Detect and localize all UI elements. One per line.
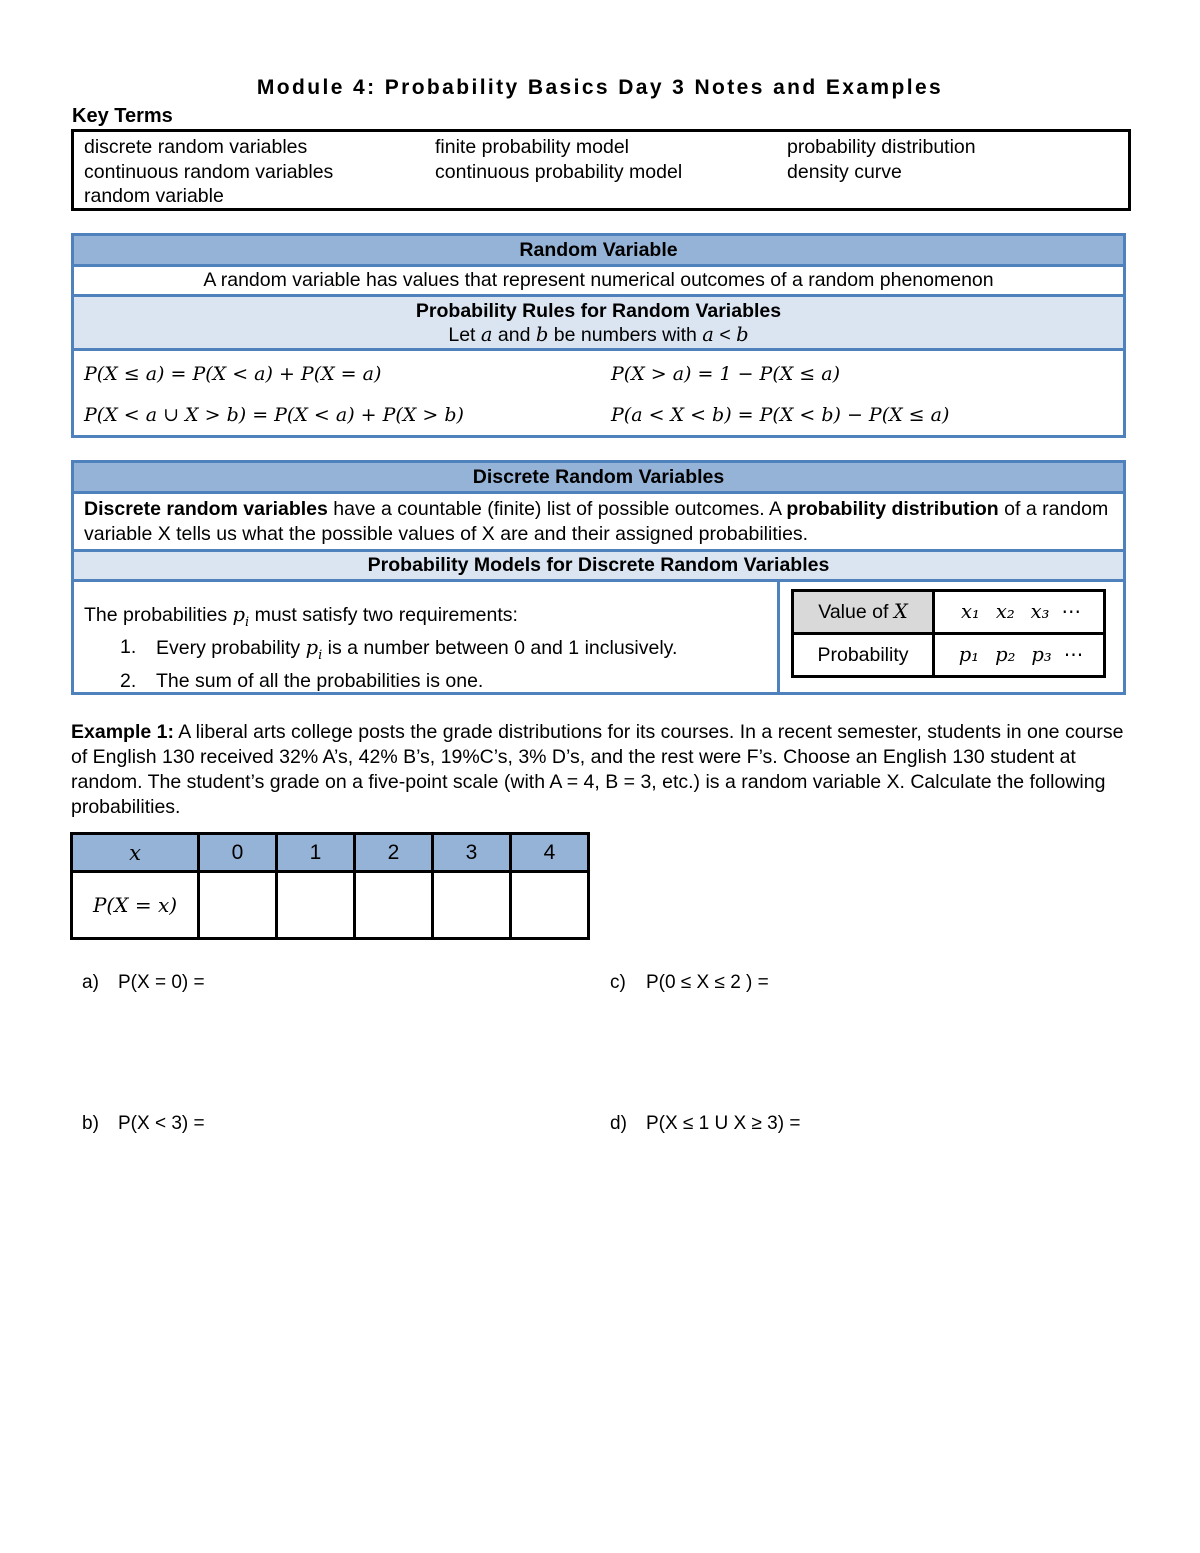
question-b — [82, 1113, 205, 1135]
question-text: P(0 ≤ X ≤ 2 ) = — [646, 972, 769, 993]
formula: P(X ≤ a) = P(X < a) + P(X = a) — [84, 363, 382, 385]
x-value: x₃ — [1030, 600, 1050, 623]
formula: P(a < X < b) = P(X < b) − P(X ≤ a) — [611, 404, 950, 426]
x-value-header: 0 — [199, 834, 277, 872]
question-text: P(X < 3) = — [118, 1113, 205, 1134]
probability-label: Probability — [793, 634, 934, 677]
x-values-cell — [934, 591, 1105, 634]
p-header: P(X = x) — [72, 872, 199, 939]
question-label: a) — [82, 972, 99, 993]
key-term: continuous random variables — [84, 160, 334, 183]
key-terms-box — [71, 129, 1131, 211]
definition-text: have a countable (finite) list of possible outcomes. A — [327, 498, 787, 520]
formula: P(X < a ∪ X > b) = P(X < a) + P(X > b) — [84, 404, 464, 426]
key-term: probability distribution — [787, 136, 976, 158]
question-text: P(X ≤ 1 U X ≥ 3) = — [646, 1113, 801, 1134]
x-header: x — [72, 834, 199, 872]
requirement-item: 1. Every probability $p_i$ is a number between 0 and 1 inclusively. — [120, 636, 678, 664]
question-c — [610, 972, 769, 994]
rules-heading: Probability Rules for Random Variables — [415, 300, 782, 322]
key-term: finite probability model — [435, 136, 630, 158]
question-d — [610, 1113, 800, 1135]
random-variable-heading: Random Variable — [74, 236, 1123, 267]
term-bold: Discrete random variables — [84, 498, 328, 520]
p-value: p₂ — [995, 643, 1016, 666]
key-terms-heading: Key Terms — [72, 105, 173, 127]
rules-subheading: Let a and b be numbers with a < b — [448, 323, 749, 346]
blank-cell[interactable] — [199, 872, 277, 939]
random-variable-definition: A random variable has values that represent numerical outcomes of a random phenomenon — [74, 267, 1123, 297]
x-value: x₁ — [961, 600, 980, 623]
blank-cell[interactable] — [277, 872, 355, 939]
question-text: P(X = 0) = — [118, 972, 205, 993]
example-1 — [71, 720, 1131, 820]
question-label: b) — [82, 1113, 99, 1134]
blank-cell[interactable] — [511, 872, 589, 939]
blank-cell[interactable] — [355, 872, 433, 939]
term-bold: probability distribution — [786, 498, 999, 520]
definition-text: of a random variable X tells us what the possible values of X are and their assigned probabilities. — [84, 498, 1109, 545]
p-values-cell — [934, 634, 1105, 677]
p-value: p₁ — [958, 643, 980, 666]
column-divider — [777, 582, 780, 692]
key-term: discrete random variables — [84, 136, 308, 158]
discrete-section — [71, 460, 1126, 695]
question-label: c) — [610, 972, 626, 993]
requirements-intro: The probabilities $p_i$ must satisfy two requirements: — [84, 603, 518, 630]
x-value: ⋯ — [1061, 601, 1081, 623]
rules-heading-block — [74, 297, 1123, 351]
formula: P(X > a) = 1 − P(X ≤ a) — [611, 363, 841, 385]
models-body — [74, 582, 1123, 692]
key-terms-column — [435, 135, 682, 184]
x-value-header: 2 — [355, 834, 433, 872]
key-terms-column — [84, 135, 333, 209]
example-text: A liberal arts college posts the grade distributions for its courses. In a recent semester, students in one course of English 130 received 32% A’s, 42% B’s, 19%C’s, 3% D’s, and the rest were F’s. Choose an English 130 student at random. The student’s grade on a five-point scale (with A = 4, B = 3, etc.) is a random variable X. Calculate the following probabilities. — [71, 721, 1124, 818]
key-terms-column — [787, 135, 976, 184]
page-title: Module 4: Probability Basics Day 3 Notes and Examples — [256, 76, 944, 99]
question-label: d) — [610, 1113, 627, 1134]
x-value-header: 3 — [433, 834, 511, 872]
question-a — [82, 972, 205, 994]
models-heading: Probability Models for Discrete Random Variables — [74, 552, 1123, 582]
key-term: random variable — [84, 185, 224, 207]
rules-formulas — [74, 351, 1123, 435]
key-term: density curve — [787, 160, 902, 183]
p-value: p₃ — [1031, 643, 1052, 666]
discrete-heading: Discrete Random Variables — [74, 463, 1123, 494]
blank-cell[interactable] — [433, 872, 511, 939]
requirement-item: 2. The sum of all the probabilities is one. — [120, 669, 484, 692]
random-variable-section — [71, 233, 1126, 438]
p-value: ⋯ — [1063, 644, 1084, 666]
probability-model-table — [791, 589, 1106, 678]
value-of-x-label: Value of X — [793, 591, 934, 634]
x-value: x₂ — [995, 600, 1015, 623]
requirements — [84, 602, 677, 694]
example-label: Example 1: — [71, 721, 174, 743]
x-value-header: 4 — [511, 834, 589, 872]
example-distribution-table — [70, 832, 590, 940]
discrete-definition — [74, 494, 1123, 552]
x-value-header: 1 — [277, 834, 355, 872]
key-term: continuous probability model — [435, 160, 683, 183]
